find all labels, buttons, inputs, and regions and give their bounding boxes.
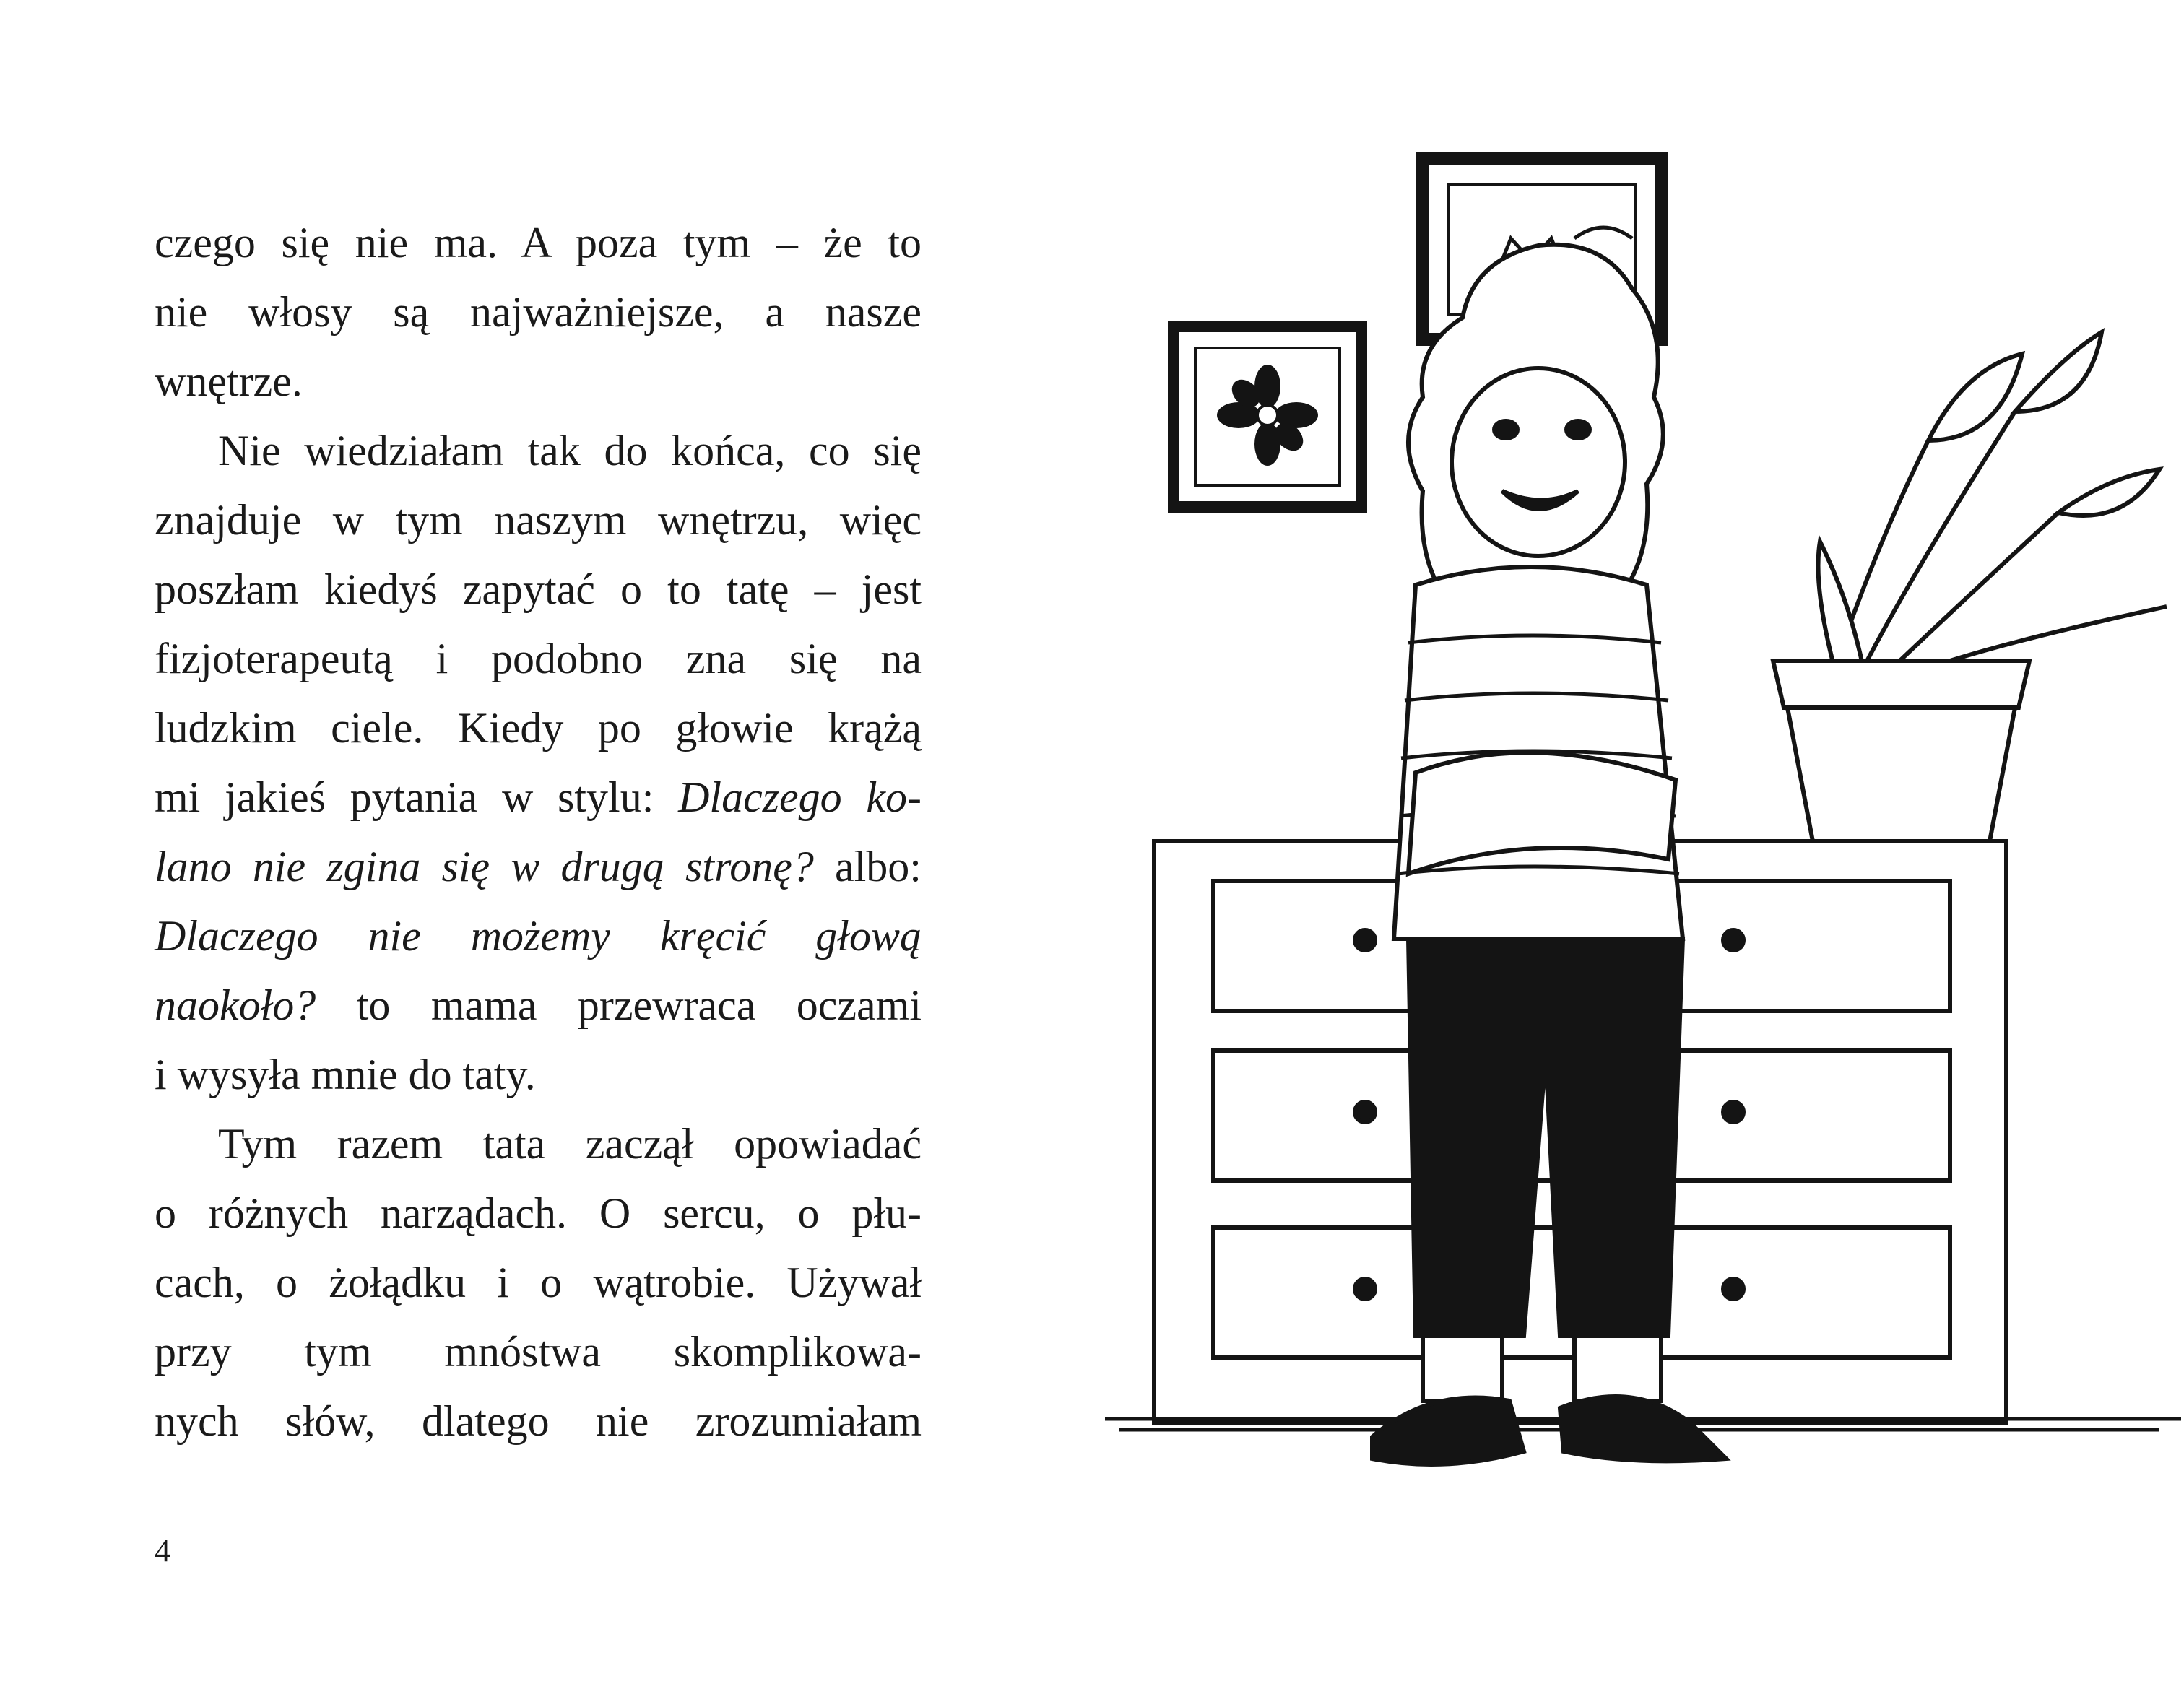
italic-text: Dlaczego nie możemy kręcić głową — [155, 912, 922, 960]
text-line — [155, 485, 922, 555]
framed-flower-picture-icon — [1174, 326, 1361, 507]
text-segment: fizjoterapeutą i podobno zna się na — [155, 635, 922, 682]
text-segment: cach, o żołądku i o wątrobie. Używał — [155, 1259, 922, 1306]
page-number: 4 — [155, 1533, 170, 1568]
girl-icon — [1372, 245, 1726, 1464]
text-segment: Tym razem tata zaczął opowiadać — [218, 1120, 922, 1168]
body-text — [155, 208, 922, 1456]
text-segment: ludzkim ciele. Kiedy po głowie krążą — [155, 704, 922, 752]
text-line — [155, 832, 922, 901]
text-line — [155, 1248, 922, 1317]
text-segment: to mama przewraca oczami — [316, 981, 922, 1029]
text-line — [155, 1109, 922, 1178]
text-segment: i wysyła mnie do taty. — [155, 1051, 536, 1098]
text-line — [155, 277, 922, 347]
paragraph — [155, 208, 922, 416]
text-segment: mi jakieś pytania w stylu: — [155, 773, 679, 821]
italic-text: lano nie zgina się w drugą stronę? — [155, 843, 814, 890]
text-segment: znajduje w tym naszym wnętrzu, więc — [155, 496, 922, 544]
paragraph — [155, 416, 922, 1109]
text-line — [155, 1386, 922, 1456]
text-line — [155, 624, 922, 693]
text-line — [155, 416, 922, 485]
potted-plant-icon — [1773, 332, 2167, 841]
text-segment: Nie wiedziałam tak do końca, co się — [218, 427, 922, 474]
text-line — [155, 971, 922, 1040]
paragraph — [155, 1109, 922, 1456]
text-segment: przy tym mnóstwa skomplikowa- — [155, 1328, 922, 1376]
text-segment: wnętrze. — [155, 357, 303, 405]
text-line — [155, 901, 922, 971]
text-segment: albo: — [813, 843, 922, 890]
text-line — [155, 347, 922, 416]
text-segment: nie włosy są najważniejsze, a nasze — [155, 288, 922, 336]
text-segment: poszłam kiedyś zapytać o to tatę – jest — [155, 565, 922, 613]
text-line — [155, 1317, 922, 1386]
text-segment: o różnych narządach. O sercu, o płu- — [155, 1189, 922, 1237]
text-segment: nych słów, dlatego nie zrozumiałam — [155, 1397, 922, 1445]
text-line — [155, 1178, 922, 1248]
text-line — [155, 693, 922, 763]
illustration — [1098, 137, 2181, 1560]
text-line — [155, 555, 922, 624]
text-line — [155, 208, 922, 277]
text-line — [155, 763, 922, 832]
text-segment: czego się nie ma. A poza tym – że to — [155, 219, 922, 266]
text-line — [155, 1040, 922, 1109]
italic-text: naokoło? — [155, 981, 316, 1029]
italic-text: Dlaczego ko- — [678, 773, 922, 821]
